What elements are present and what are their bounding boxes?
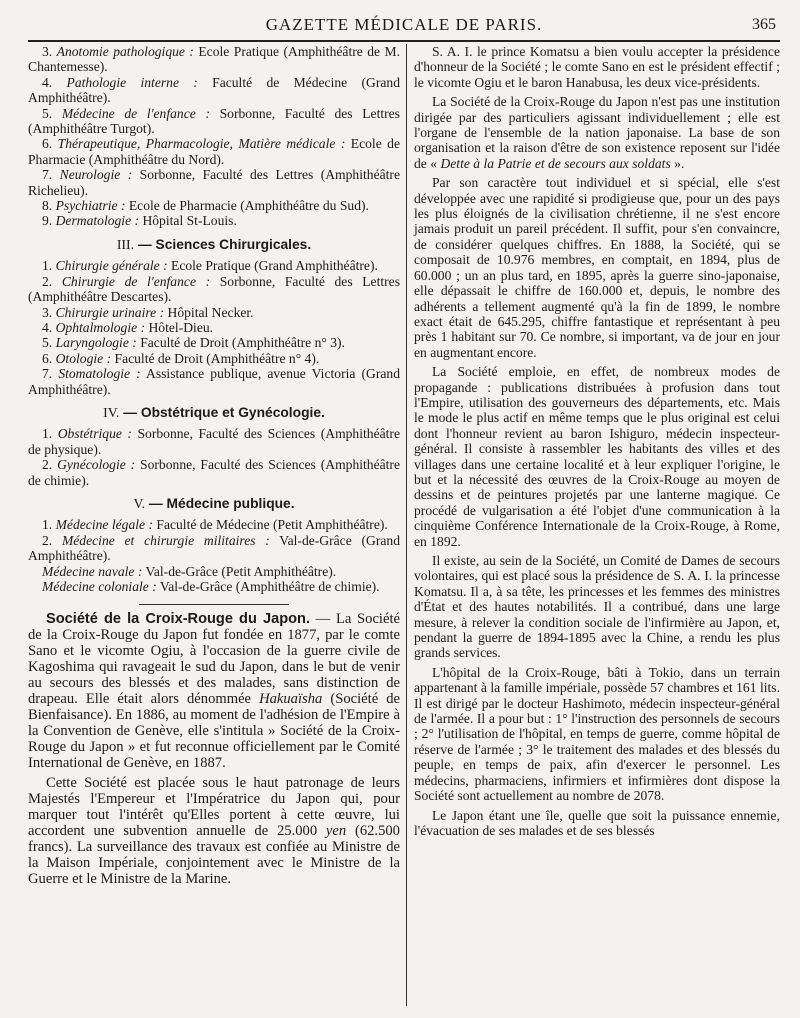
entry-venue: Val-de-Grâce (Petit Amphithéâtre). [142, 563, 337, 579]
entry-topic: Stomatologie : [58, 366, 141, 382]
course-entry [28, 320, 400, 335]
entry-venue: Faculté de Médecine (Petit Amphithéâtre). [152, 517, 388, 533]
entry-venue: Sorbonne, Faculté des Lettres (Amphithéâtre Richelieu). [28, 167, 400, 198]
entry-number: 2. [42, 273, 53, 289]
entry-topic: Psychiatrie : [55, 198, 126, 214]
entry-topic: Médecine légale : [55, 517, 153, 533]
entry-number: 2. [42, 532, 53, 548]
course-list-obstetrics [28, 426, 400, 488]
entry-number: 6. [42, 350, 53, 366]
course-entry [28, 533, 400, 564]
course-entry [28, 564, 400, 579]
entry-topic: Chirurgie de l'enfance : [61, 273, 211, 289]
entry-topic: Médecine navale : [42, 563, 143, 579]
article-separator [139, 604, 289, 605]
entry-venue: Sorbonne, Faculté des Lettres (Amphithéâtre Descartes). [28, 273, 400, 305]
header-rule [28, 40, 780, 42]
entry-venue: Sorbonne, Faculté des Lettres (Amphithéâtre Turgot). [28, 105, 400, 137]
entry-number: 4. [42, 74, 53, 90]
article-paragraph: Société de la Croix-Rouge du Japon. — La Société de la Croix-Rouge du Japon fut fondée en 1877, par le comte Sano et le vicomte Ogiu, à l'occasion de la guerre civile de Kagoshima qui ravageait le sud du Japon, dans le but de venir au secours des blessés et des malades, sans distinction de drapeau. Elle était alors dénommée Hakuaïsha (Société de Bienfaisance). En 1886, au moment de l'adhésion de l'Empire à la Convention de Genève, elle s'intitula » Société de la Croix-Rouge du Japon » et fut reconnue officiellement par le Comité International de Genève, en 1887. [28, 611, 400, 772]
course-entry [28, 366, 400, 397]
page-number: 365 [752, 16, 776, 33]
journal-title: GAZETTE MÉDICALE DE PARIS. [265, 15, 543, 34]
entry-topic: Médecine et chirurgie militaires : [61, 532, 270, 548]
course-entry [28, 258, 400, 273]
course-entry [28, 335, 400, 350]
entry-venue: Faculté de Droit (Amphithéâtre n° 3). [136, 335, 345, 351]
course-entry [28, 274, 400, 305]
course-list-pathology [28, 44, 400, 229]
entry-number: 6. [42, 136, 53, 152]
entry-venue: Hôpital Necker. [164, 304, 254, 320]
entry-topic: Gynécologie : [57, 457, 136, 473]
entry-topic: Laryngologie : [55, 335, 137, 351]
entry-number: 1. [42, 426, 53, 442]
course-entry [28, 517, 400, 532]
entry-number: 7. [42, 167, 53, 183]
course-entry [28, 213, 400, 228]
entry-topic: Anotomie pathologique : [56, 44, 194, 59]
article-paragraph: L'hôpital de la Croix-Rouge, bâti à Tokio, dans un terrain appartenant à la famille impériale, possède 57 chambres et 161 lits. Il est dirigé par le docteur Hashimoto, médecin inspecteur-général de l'armée. Il a pour but : 1° l'instruction des personnels de secours ; 2° l'utilisation de l'hôpital, en temps de guerre, comme hôpital de réserve de l'armée ; 3° le traitement des malades et des blessés du peuple, en temps de paix, afin d'exercer le personnel. Les médecins, pharmaciens, infirmiers et infirmières dont dispose la Société sont actuellement au nombre de 2078. [414, 664, 780, 804]
entry-topic: Obstétrique : [57, 426, 132, 442]
entry-venue: Val-de-Grâce (Grand Amphithéâtre). [28, 532, 400, 564]
entry-topic: Chirurgie urinaire : [55, 304, 165, 320]
course-entry [28, 579, 400, 594]
entry-topic: Médecine de l'enfance : [61, 105, 210, 121]
article-paragraph: Il existe, au sein de la Société, un Comité de Dames de secours volontaires, qui est placé sous la présidence de S. A. I. la princesse Komatsu. Il a, à sa tête, les princesses et les femmes des ministres d'État et des hautes notabilités. Il a contribué, dans une large mesure, à relever la condition sociale de l'infirmière au Japon, et, pendant la guerre de 1894-1895 avec la Chine, a rendu les plus grands services. [414, 553, 780, 661]
course-entry [28, 106, 400, 137]
course-entry [28, 426, 400, 457]
entry-topic: Chirurgie générale : [55, 258, 168, 274]
course-entry [28, 44, 400, 75]
course-list-public-medicine [28, 517, 400, 594]
left-column [28, 44, 400, 1008]
entry-venue: Ecole de Pharmacie (Amphithéâtre du Nord). [28, 136, 401, 167]
course-entry [28, 305, 400, 320]
entry-venue: Hôpital St-Louis. [139, 213, 237, 229]
entry-number: 2. [42, 457, 53, 473]
course-entry [28, 75, 400, 106]
article-paragraph: La Société emploie, en effet, de nombreux modes de propagande : publications distribuées à profusion dans tout l'Empire, utilisation des gouverneurs des départements, etc. Mais le mode le plus actif en même temps que le plus original est celui dont l'honneur revient au baron Ishiguro, médecin inspecteur-général. Il consiste à rassembler les habitants des villes et des villages dans une certaine localité et à leur expliquer l'origine, le but et la nécessité des œuvres de la Croix-Rouge au moyen de dessins et de peintures projetés par une lanterne magique. Ce procédé de vulgarisation a été l'objet d'une communication à la cinquième Conférence Internationale de la Croix-Rouge, à Rome, en 1892. [414, 364, 780, 549]
section-heading-surgery: III. — Sciences Chirurgicales. [116, 236, 312, 252]
entry-venue: Ecole de Pharmacie (Amphithéâtre du Sud). [125, 198, 369, 214]
entry-topic: Médecine coloniale : [42, 579, 157, 594]
entry-venue: Ecole Pratique (Amphithéâtre de M. Chantemesse). [28, 44, 400, 75]
course-entry [28, 198, 400, 213]
entry-venue: Sorbonne, Faculté des Sciences (Amphithéâtre de physique). [28, 426, 400, 457]
entry-topic: Otologie : [55, 350, 112, 366]
running-header [28, 14, 780, 36]
course-entry [28, 136, 400, 167]
entry-number: 4. [42, 319, 53, 335]
entry-topic: Pathologie interne : [66, 74, 198, 90]
entry-topic: Ophtalmologie : [55, 319, 146, 335]
entry-number: 3. [42, 304, 53, 320]
article-paragraph: Par son caractère tout individuel et si spécial, elle s'est développée avec une rapidité si prodigieuse que, pour un des pays les plus éloignés de la civilisation chrétienne, il ne s'est encore jamais produit un pareil précédent. Il suffit, pour s'en convaincre, de considérer quelques chiffres. En 1888, la Société, qui se composait de 10.976 membres, en comptait, en 1894, plus de 60.000 ; un an plus tard, en 1895, après la guerre sino-japonaise, elle dépassait le chiffre de 160.000 et, depuis, le nombre des adhérents a tellement augmenté qu'à la fin de 1899, le nombre exact était de 645.295, chiffre fantastique et représentant à peu près 1 habitant sur 70. Ce nombre, si important, va de jour en jour en augmentant encore. [414, 175, 780, 360]
course-list-surgery [28, 258, 400, 397]
entry-number: 5. [42, 105, 53, 121]
entry-number: 5. [42, 335, 53, 351]
section-heading-obstetrics: IV. — Obstétrique et Gynécologie. [103, 404, 325, 420]
entry-number: 8. [42, 198, 53, 214]
course-entry [28, 351, 400, 366]
entry-number: 1. [42, 517, 53, 533]
entry-number: 1. [42, 258, 53, 274]
entry-venue: Ecole Pratique (Grand Amphithéâtre). [167, 258, 378, 274]
article-paragraph: La Société de la Croix-Rouge du Japon n'est pas une institution dirigée par des particuliers agissant individuellement ; elle est l'organe de l'ensemble de la nation japonaise. La base de son organisation et la raison d'être de son existence reposent sur l'idée de « Dette à la Patrie et de secours aux soldats ». [414, 94, 780, 171]
entry-venue: Hôtel-Dieu. [145, 319, 214, 335]
entry-topic: Neurologie : [59, 167, 133, 183]
entry-number: 7. [42, 366, 53, 382]
entry-venue: Faculté de Médecine (Grand Amphithéâtre). [28, 74, 400, 106]
course-entry [28, 167, 400, 198]
entry-venue: Val-de-Grâce (Amphithéâtre de chimie). [156, 579, 380, 594]
article-paragraph: Cette Société est placée sous le haut patronage de leurs Majestés l'Empereur et l'Impératrice du Japon qui, pour marquer tout l'intérêt qu'Elles portent à cette œuvre, lui accordent une subvention annuelle de 25.000 yen (62.500 francs). La surveillance des travaux est confiée au Ministre de la Maison Impériale, conjointement avec le Ministre de la Guerre et le Ministre de la Marine. [28, 775, 400, 888]
section-heading-public-medicine: V. — Médecine publique. [133, 495, 295, 511]
entry-venue: Assistance publique, avenue Victoria (Grand Amphithéâtre). [28, 366, 400, 397]
article-title: Société de la Croix-Rouge du Japon. [46, 611, 310, 628]
entry-number: 9. [42, 213, 53, 229]
entry-venue: Sorbonne, Faculté des Sciences (Amphithéâtre de chimie). [28, 457, 400, 488]
column-divider [406, 44, 407, 1006]
article-paragraph: Le Japon étant une île, quelle que soit la puissance ennemie, l'évacuation de ses malades et de ses blessés [414, 807, 780, 838]
entry-topic: Thérapeutique, Pharmacologie, Matière médicale : [57, 136, 346, 152]
article-paragraph: S. A. I. le prince Komatsu a bien voulu accepter la présidence d'honneur de la Société ; le comte Sano en est le président effectif ; le vicomte Ogiu et le baron Hanabusa, les deux vice-présidents. [414, 44, 780, 90]
right-column [414, 44, 780, 1008]
course-entry [28, 457, 400, 488]
entry-topic: Dermatologie : [55, 213, 140, 229]
entry-number: 3. [42, 44, 53, 59]
entry-venue: Faculté de Droit (Amphithéâtre n° 4). [111, 350, 320, 366]
